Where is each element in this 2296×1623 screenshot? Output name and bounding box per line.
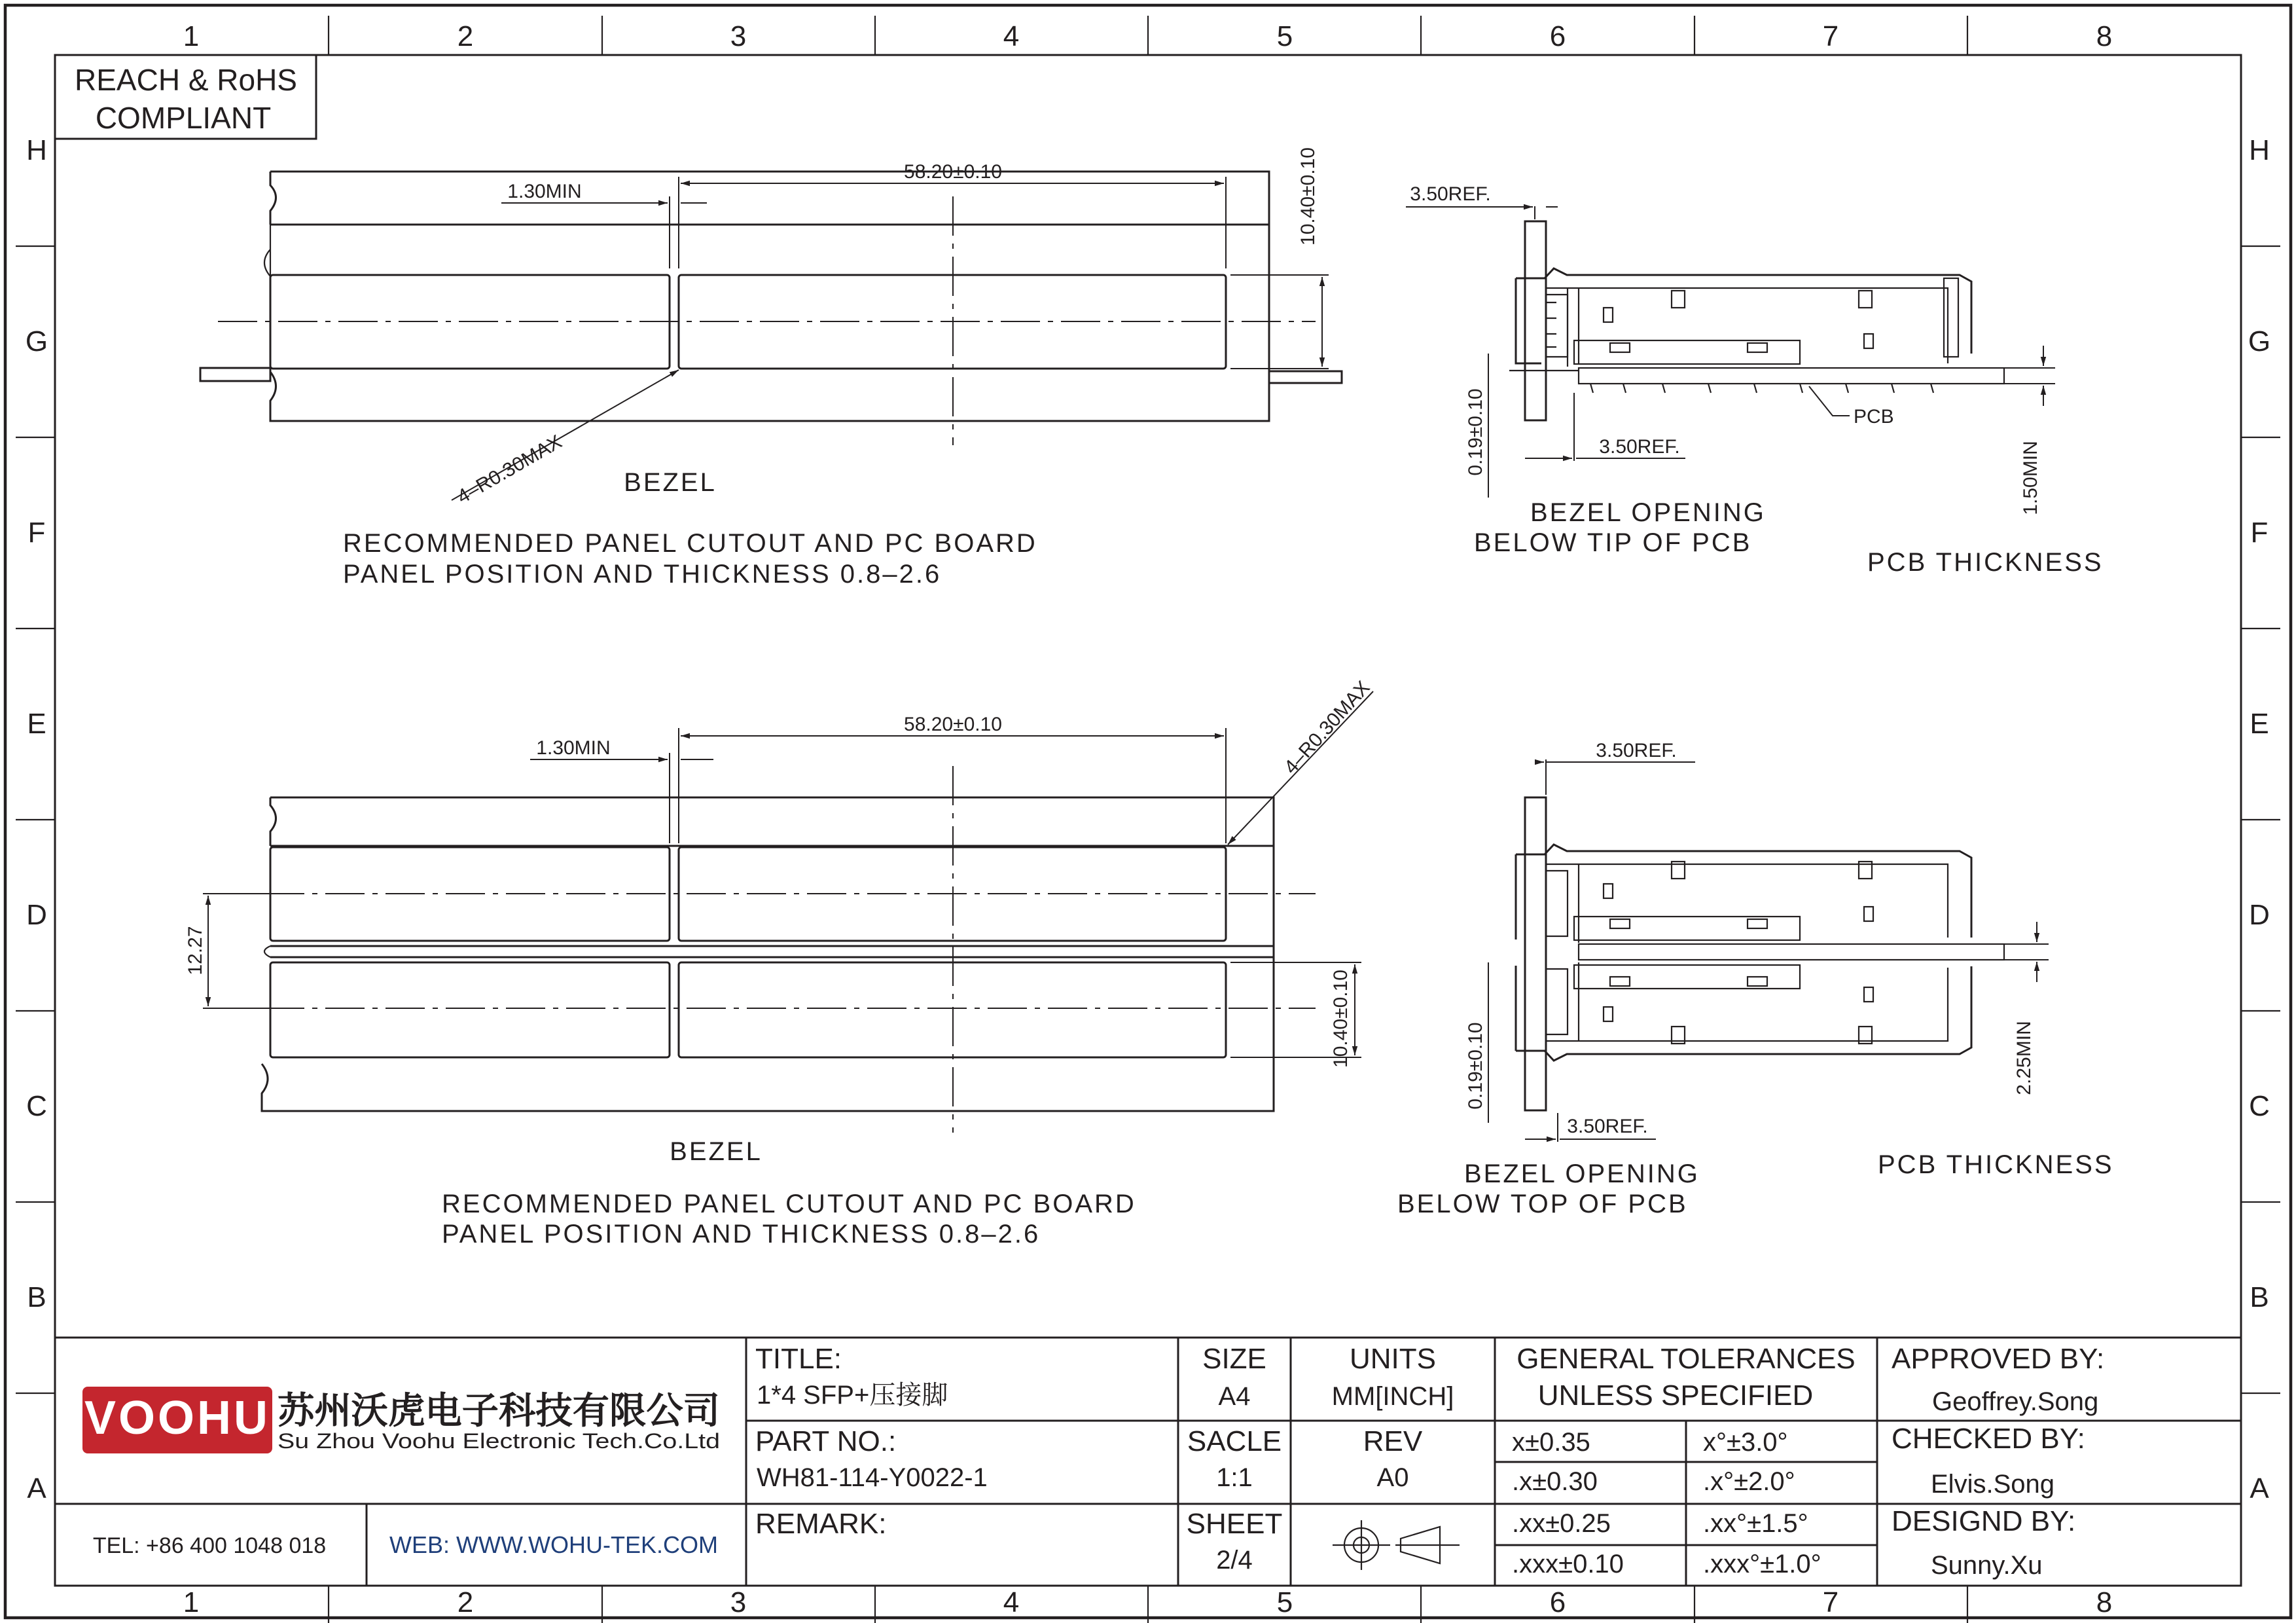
part-no-value: WH81-114-Y0022-1: [757, 1463, 988, 1492]
remark-label: REMARK:: [755, 1508, 887, 1540]
zone-col-3: 3: [730, 20, 747, 52]
zone-row-e-right: E: [2250, 708, 2269, 740]
rev-value: A0: [1376, 1463, 1409, 1492]
tolerance-x1-angle: .x°±2.0°: [1703, 1467, 1795, 1496]
sheet-label: SHEET: [1186, 1508, 1283, 1540]
zone-row-d-right: D: [2249, 899, 2270, 931]
dim-ref-bottom-b: 3.50REF.: [1567, 1116, 1648, 1137]
designed-value: Sunny.Xu: [1931, 1551, 2043, 1580]
title-value: 1*4 SFP+压接脚: [757, 1381, 948, 1410]
pcb-thickness-top: PCB THICKNESS: [1867, 548, 2104, 577]
part-no-label: PART NO.:: [755, 1425, 897, 1457]
pcb-thickness-bottom: PCB THICKNESS: [1878, 1150, 2114, 1179]
dim-ref-top-a: 3.50REF.: [1410, 183, 1491, 205]
scale-value: 1:1: [1216, 1463, 1253, 1492]
zone-row-c: C: [26, 1090, 47, 1122]
panel-cutout-view-bottom: [185, 677, 1374, 1249]
compliance-box: [55, 55, 316, 139]
dim-pitch: 12.27: [185, 926, 206, 976]
zone-col-6-bottom: 6: [1549, 1586, 1566, 1618]
zone-col-7: 7: [1822, 20, 1839, 52]
approved-value: Geoffrey.Song: [1932, 1387, 2099, 1416]
company-name-cn: 苏州沃虎电子科技有限公司: [278, 1390, 720, 1431]
dim-ref-bottom-a: 3.50REF.: [1596, 740, 1677, 761]
size-label: SIZE: [1202, 1343, 1266, 1375]
tolerance-x-angle: x°±3.0°: [1703, 1428, 1788, 1457]
rev-label: REV: [1363, 1425, 1423, 1457]
zone-col-1: 1: [183, 20, 200, 52]
zone-col-4-bottom: 4: [1003, 1586, 1020, 1618]
company-name-en: Su Zhou Voohu Electronic Tech.Co.Ltd: [278, 1429, 720, 1453]
note-bottom-line-2: PANEL POSITION AND THICKNESS 0.8–2.6: [442, 1220, 1041, 1249]
designed-label: DESIGND BY:: [1892, 1505, 2076, 1537]
zone-row-f: F: [27, 517, 46, 549]
zone-row-h: H: [26, 134, 47, 166]
dim-ref-top-b: 3.50REF.: [1599, 436, 1680, 458]
tolerance-x1: .x±0.30: [1512, 1467, 1598, 1496]
zone-col-8: 8: [2096, 20, 2113, 52]
tolerance-x: x±0.35: [1512, 1428, 1590, 1457]
size-value: A4: [1218, 1382, 1251, 1411]
bezel-label-top: BEZEL: [624, 468, 717, 497]
zone-row-b: B: [27, 1281, 46, 1313]
dim-pcb-min-bottom: 2.25MIN: [2013, 1021, 2035, 1095]
zone-col-1-bottom: 1: [183, 1586, 200, 1618]
zone-col-2: 2: [457, 20, 474, 52]
units-value: MM[INCH]: [1331, 1382, 1454, 1411]
zone-row-a: A: [27, 1472, 46, 1504]
zone-col-7-bottom: 7: [1822, 1586, 1839, 1618]
company-logo-text: VOOHU: [84, 1392, 271, 1444]
scale-label: SACLE: [1187, 1425, 1282, 1457]
title-label: TITLE:: [755, 1343, 842, 1375]
dim-height-bottom: 10.40±0.10: [1330, 970, 1352, 1068]
zone-col-2-bottom: 2: [457, 1586, 474, 1618]
note-top-line-2: PANEL POSITION AND THICKNESS 0.8–2.6: [343, 560, 942, 589]
company-tel: TEL: +86 400 1048 018: [92, 1533, 327, 1558]
note-bottom-line-1: RECOMMENDED PANEL CUTOUT AND PC BOARD: [442, 1190, 1136, 1218]
sheet-frame: [5, 5, 2291, 1623]
zone-col-5: 5: [1276, 20, 1293, 52]
note-top-line-1: RECOMMENDED PANEL CUTOUT AND PC BOARD: [343, 529, 1037, 558]
approved-label: APPROVED BY:: [1892, 1343, 2105, 1375]
zone-row-b-right: B: [2250, 1281, 2269, 1313]
zone-row-e: E: [27, 708, 46, 740]
zone-col-3-bottom: 3: [730, 1586, 747, 1618]
dim-pcb-min-top: 1.50MIN: [2020, 441, 2041, 515]
tolerance-x2-angle: .xx°±1.5°: [1703, 1509, 1808, 1538]
dim-offset-bottom: 0.19±0.10: [1465, 1022, 1486, 1110]
zone-row-f-right: F: [2250, 517, 2269, 549]
note-right-bottom-line-2: BELOW TOP OF PCB: [1397, 1190, 1688, 1218]
pcb-label: PCB: [1854, 406, 1894, 428]
units-label: UNITS: [1350, 1343, 1436, 1375]
tolerance-x2: .xx±0.25: [1512, 1509, 1611, 1538]
tolerance-header-2: UNLESS SPECIFIED: [1537, 1379, 1814, 1412]
compliance-line-2: COMPLIANT: [95, 101, 272, 135]
zone-col-5-bottom: 5: [1276, 1586, 1293, 1618]
zone-col-4: 4: [1003, 20, 1020, 52]
dim-radius-bottom: 4–R0.30MAX: [1280, 676, 1374, 778]
zone-row-c-right: C: [2249, 1090, 2270, 1122]
panel-cutout-view-top: [200, 147, 1342, 589]
checked-label: CHECKED BY:: [1892, 1423, 2085, 1455]
note-right-top-line-2: BELOW TIP OF PCB: [1474, 528, 1752, 557]
dim-radius-top: 4–R0.30MAX: [454, 431, 566, 509]
compliance-line-1: REACH & RoHS: [75, 63, 297, 97]
note-right-top-line-1: BEZEL OPENING: [1530, 498, 1766, 527]
tolerance-x3: .xxx±0.10: [1512, 1550, 1624, 1578]
zone-row-g: G: [25, 325, 48, 357]
zone-labels: [26, 20, 2270, 1618]
zone-row-h-right: H: [2249, 134, 2270, 166]
tolerance-header-1: GENERAL TOLERANCES: [1516, 1343, 1856, 1375]
dim-height-top: 10.40±0.10: [1297, 147, 1319, 246]
note-right-bottom-line-1: BEZEL OPENING: [1464, 1159, 1700, 1188]
dim-width-top: 58.20±0.10: [904, 161, 1002, 183]
checked-value: Elvis.Song: [1931, 1470, 2054, 1499]
side-section-view-bottom: [1397, 740, 2114, 1218]
sheet-value: 2/4: [1216, 1546, 1253, 1575]
zone-row-d: D: [26, 899, 47, 931]
dim-offset-top: 0.19±0.10: [1465, 388, 1486, 476]
zone-col-6: 6: [1549, 20, 1566, 52]
dim-width-bottom: 58.20±0.10: [904, 714, 1002, 735]
side-section-view-top: [1406, 183, 2104, 577]
zone-row-a-right: A: [2250, 1472, 2269, 1504]
bezel-label-bottom: BEZEL: [670, 1137, 762, 1166]
projection-symbol-icon: [1333, 1520, 1460, 1570]
dim-min-top: 1.30MIN: [507, 181, 582, 202]
zone-row-g-right: G: [2248, 325, 2271, 357]
company-web: WEB: WWW.WOHU-TEK.COM: [389, 1531, 718, 1558]
title-block: [55, 1338, 2241, 1586]
dim-min-bottom: 1.30MIN: [536, 737, 611, 759]
tolerance-x3-angle: .xxx°±1.0°: [1703, 1550, 1821, 1578]
zone-col-8-bottom: 8: [2096, 1586, 2113, 1618]
